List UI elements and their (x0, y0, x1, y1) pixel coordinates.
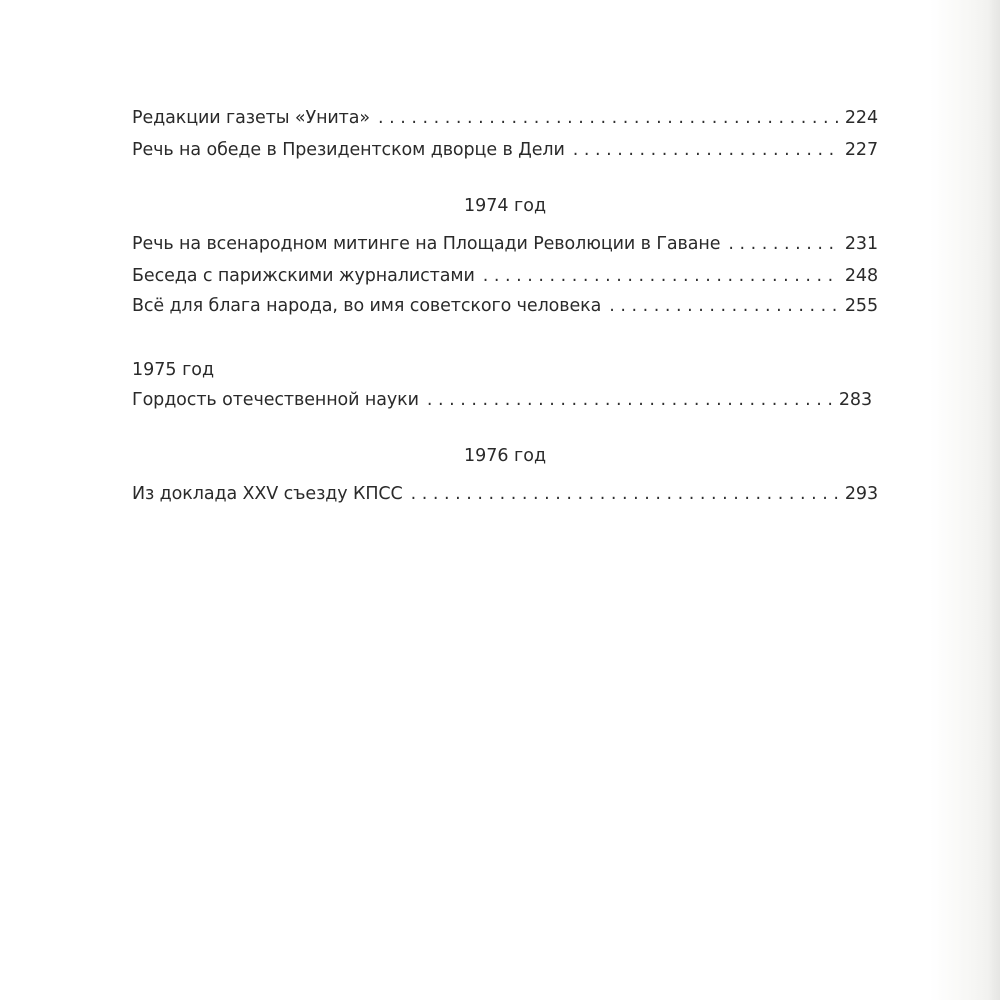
toc-entry (132, 386, 872, 414)
toc-entry-title: Речь на обеде в Президентском дворце в Дели (132, 140, 565, 160)
toc-entry-title: Гордость отечественной науки (132, 390, 419, 410)
year-heading-1975: 1975 год (132, 360, 215, 380)
toc-entry-page: 283 (838, 390, 872, 410)
toc-entry-page: 224 (844, 108, 878, 128)
toc-dot-leader (573, 136, 839, 164)
toc-entry-title: Беседа с парижскими журналистами (132, 266, 475, 286)
page-edge-shadow (988, 0, 1000, 1000)
toc-entry-title: Редакции газеты «Унита» (132, 108, 371, 128)
year-heading-1976: 1976 год (463, 446, 547, 466)
toc-entry-page: 231 (844, 234, 878, 254)
toc-entry-page: 248 (844, 266, 878, 286)
toc-entry (132, 230, 878, 258)
toc-dot-leader (427, 386, 833, 414)
toc-entry (132, 262, 878, 290)
year-heading-1974: 1974 год (463, 196, 547, 216)
toc-entry (132, 104, 878, 132)
toc-dot-leader (609, 292, 839, 320)
toc-entry-page: 293 (844, 484, 878, 504)
toc-entry (132, 136, 878, 164)
toc-entry-page: 227 (844, 140, 878, 160)
toc-entry-page: 255 (844, 296, 878, 316)
toc-dot-leader (728, 230, 839, 258)
toc-entry-title: Из доклада XXV съезду КПСС (132, 484, 403, 504)
toc-entry (132, 480, 878, 508)
toc-dot-leader (483, 262, 839, 290)
toc-entry (132, 292, 878, 320)
toc-dot-leader (411, 480, 839, 508)
toc-entry-title: Речь на всенародном митинге на Площади Революции в Гаване (132, 234, 721, 254)
toc-entry-title: Всё для блага народа, во имя советского человека (132, 296, 602, 316)
toc-dot-leader (378, 104, 839, 132)
